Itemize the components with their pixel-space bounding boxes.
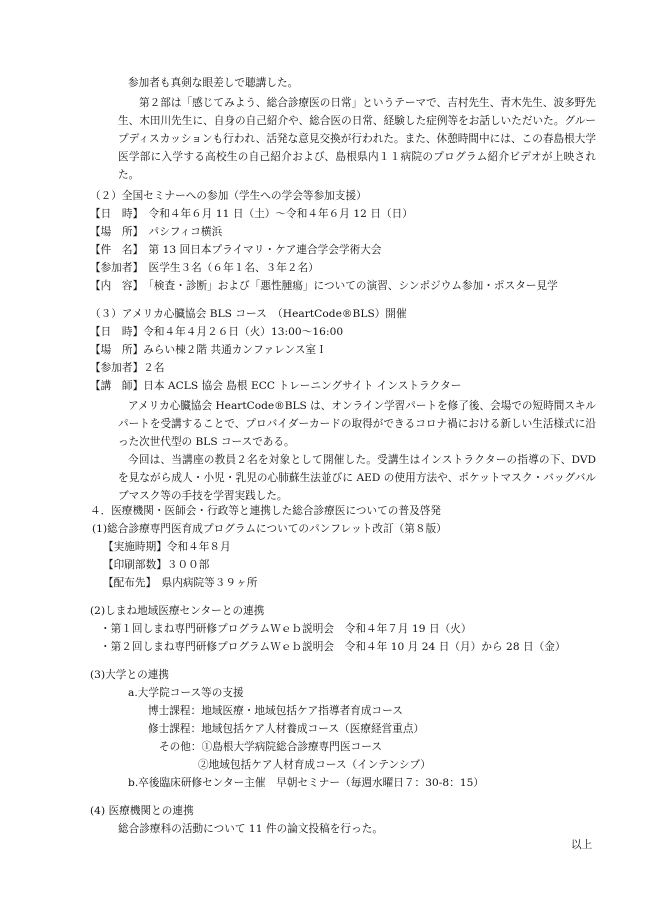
section-3-participants: 【参加者】２名 [90,362,165,374]
section-3-date: 【日 時】令和４年４月２６日（火）13:00〜16:00 [90,326,344,338]
section-2-subject: 【件 名】 第 13 回日本プライマリ・ケア連合学会学術大会 [90,244,382,256]
section-4-1-heading: (1)総合診療専門医育成プログラムについてのパンフレット改訂（第８版） [92,523,447,535]
section-4-3-other-1: その他：①島根大学病院総合診療専門医コース [159,741,382,753]
section-3-place: 【場 所】みらい棟２階 共通カンファレンス室Ｉ [90,344,327,356]
section-3-lecturer: 【講 師】日本 ACLS 協会 島根 ECC トレーニングサイト インストラクター [90,380,462,392]
section-4-3-master: 修士課程：地域包括ケア人材養成コース（医療経営重点） [148,723,425,735]
section-4-3-doctor: 博士課程：地域医療・地域包括ケア指導者育成コース [148,705,403,717]
section-4-3-other-2: ②地域包括ケア人材育成コース（インテンシブ） [198,759,431,771]
section-4-2-item-1: ・第１回しまね専門研修プログラムＷｅｂ説明会 令和４年７月 19 日（火） [100,623,472,635]
section-3-heading: （３）アメリカ心臓協会 BLS コース （HeartCode®BLS）開催 [90,308,407,320]
section-4-1-destination: 【配布先】 県内病院等３９ヶ所 [103,577,258,589]
section-2-date: 【日 時】 令和４年６月 11 日（土）〜令和４年６月 12 日（日） [90,208,413,220]
intro-line: 参加者も真剣な眼差しで聴講した。 [128,77,299,89]
section-2-participants: 【参加者】 医学生３名（６年１名、３年２名） [90,262,319,274]
section-4-3-b: b.卒後臨床研修センター主催 早朝セミナー（毎週水曜日７：30-8：15） [128,777,485,789]
section-3-paragraph-2: 今回は、当講座の教員２名を対象として開催した。受講生はインストラクターの指導の下、DVD を見ながら成人・小児・乳児の心肺蘇生法並びに AED の使用方法や、ポケットマスク・バッグバルブマスク等の手技を学習実践した。 [118,454,596,502]
section-4-heading: ４．医療機関・医師会・行政等と連携した総合診療医についての普及啓発 [90,505,442,517]
section-4-1-count: 【印刷部数】３００部 [103,559,210,571]
section-4-1-date: 【実施時期】令和４年８月 [103,541,231,553]
section-4-2-item-2: ・第２回しまね専門研修プログラムＷｅｂ説明会 令和４年 10 月 24 日（月）から 28 日（金） [100,641,566,653]
intro-paragraph: 第２部は「感じてみよう、総合診療医の日常」というテーマで、吉村先生、青木先生、波多野先生、木田川先生に、自身の自己紹介や、総合医の日常、経験した症例等をお話しいただいた。グループディスカッションも行われ、活発な意見交換が行われた。また、休憩時間中には、この春島根大学医学部に入学する高校生の自己紹介および、島根県内１１病院のプログラム紹介ビデオが上映された。 [118,97,596,181]
section-2-place: 【場 所】 パシフィコ横浜 [90,226,223,238]
end-mark: 以上 [571,839,593,851]
section-4-4-heading: (4) 医療機関との連携 [90,805,194,817]
section-4-3-a: a.大学院コース等の支援 [128,687,244,699]
section-4-4-text: 総合診療科の活動について 11 件の論文投稿を行った。 [118,823,384,835]
section-2-content: 【内 容】 「検査・診断」および「悪性腫瘍」についての演習、シンポジウム参加・ポスター見学 [90,280,558,292]
section-3-paragraph-1: アメリカ心臓協会 HeartCode®BLS は、オンライン学習パートを修了後、会場での短時間スキルパートを受講することで、プロバイダーカードの取得ができるコロナ禍における新しい生活様式に沿った次世代型の BLS コースである。 [118,400,596,448]
section-2-heading: （２）全国セミナーへの参加（学生への学会等参加支援） [90,190,367,202]
section-4-2-heading: (2)しまね地域医療センターとの連携 [90,605,265,617]
section-4-3-heading: (3)大学との連携 [90,669,170,681]
